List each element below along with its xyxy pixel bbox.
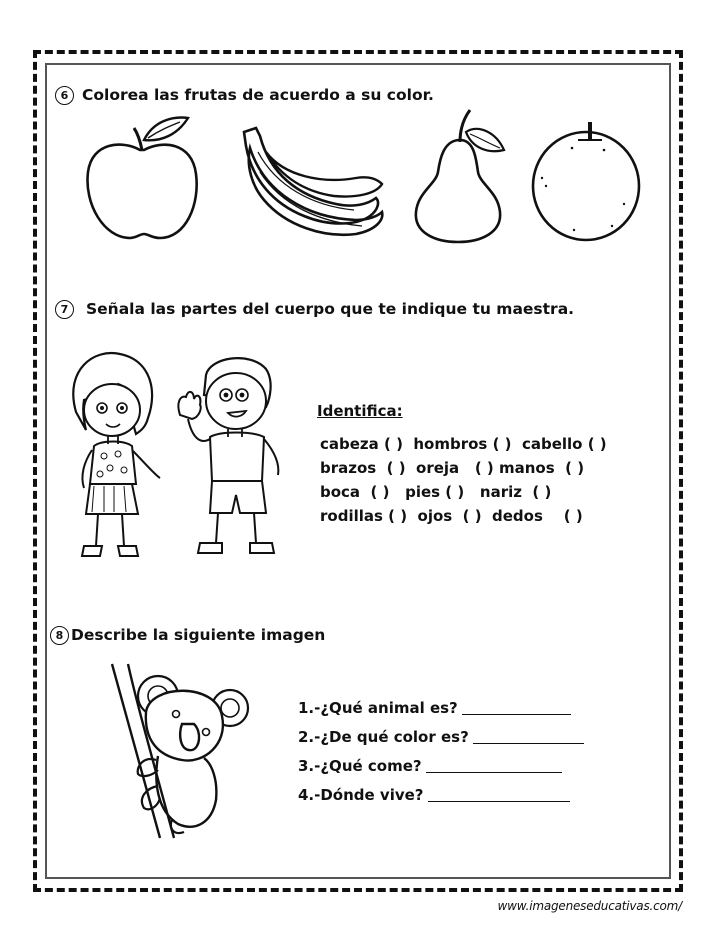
body-parts-line: rodillas ( ) ojos ( ) dedos ( )	[320, 507, 583, 525]
section-8-heading	[50, 626, 325, 645]
section-6-heading	[55, 86, 434, 105]
footer-url: www.imageneseducativas.com/	[497, 899, 682, 913]
body-parts-line: brazos ( ) oreja ( ) manos ( )	[320, 459, 585, 477]
questions-list	[298, 694, 584, 810]
question-row	[298, 723, 584, 752]
orange-drawing	[528, 118, 644, 244]
question-row	[298, 694, 584, 723]
question-text: 2.-¿De qué color es?	[298, 728, 469, 746]
section-6-title: Colorea las frutas de acuerdo a su color.	[82, 86, 434, 104]
koala-drawing	[98, 660, 248, 845]
question-text: 1.-¿Qué animal es?	[298, 699, 458, 717]
section-8-number: 8	[50, 626, 69, 645]
answer-blank[interactable]	[428, 787, 570, 802]
question-row	[298, 752, 584, 781]
question-row	[298, 781, 584, 810]
section-7-title: Señala las partes del cuerpo que te indique tu maestra.	[86, 300, 575, 318]
answer-blank[interactable]	[426, 758, 562, 773]
boy-drawing	[170, 355, 285, 560]
section-7-number: 7	[55, 300, 74, 319]
body-parts-line: cabeza ( ) hombros ( ) cabello ( )	[320, 435, 607, 453]
apple-drawing	[82, 112, 202, 247]
section-6-number: 6	[55, 86, 74, 105]
section-8-title: Describe la siguiente imagen	[71, 626, 326, 644]
question-text: 4.-Dónde vive?	[298, 786, 424, 804]
body-parts-line: boca ( ) pies ( ) nariz ( )	[320, 483, 552, 501]
answer-blank[interactable]	[473, 729, 584, 744]
answer-blank[interactable]	[462, 700, 571, 715]
section-7-heading	[55, 300, 574, 319]
pear-drawing	[408, 108, 508, 244]
body-parts-list	[320, 432, 607, 528]
identifica-title: Identifica:	[317, 402, 403, 420]
bananas-drawing	[236, 122, 386, 240]
girl-drawing	[62, 350, 172, 565]
question-text: 3.-¿Qué come?	[298, 757, 422, 775]
